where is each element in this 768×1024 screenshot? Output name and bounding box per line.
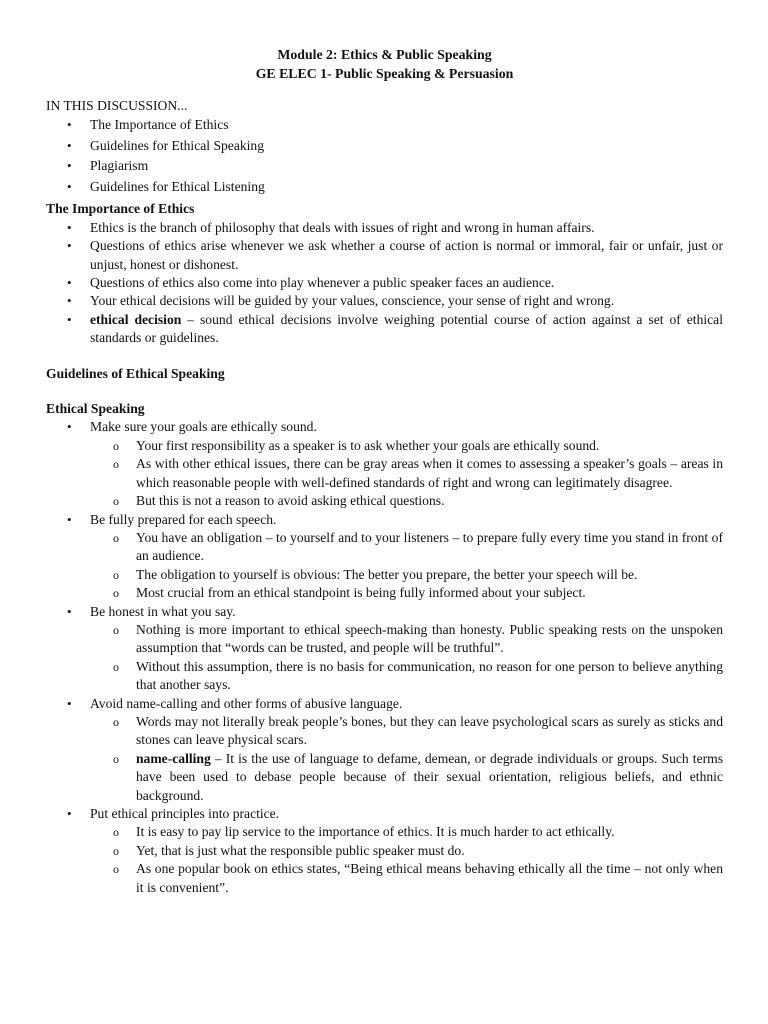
importance-list [46,219,723,348]
guideline-label: Avoid name-calling and other forms of abusive language. [90,695,403,711]
topic-item: • Guidelines for Ethical Speaking [46,136,723,157]
guideline-label: Be fully prepared for each speech. [90,511,277,527]
sub-item: o Words may not literally break people’s bones, but they can leave psychological scars as surely as sticks and stones can leave physical scars. [90,713,723,750]
guideline-practice [46,805,723,897]
discussion-intro: IN THIS DISCUSSION... [46,98,188,113]
name-calling-item [90,750,723,805]
goals-sublist [46,437,723,511]
sub-item: o You have an obligation – to yourself and to your listeners – to prepare fully every time you stand in front of an audience. [90,529,723,566]
topic-item: • The Importance of Ethics [46,115,723,136]
guideline-goals [46,418,723,510]
sub-item: o As one popular book on ethics states, “Being ethical means behaving ethically all the time – not only when it is convenient”. [90,860,723,897]
importance-item: • Questions of ethics also come into play whenever a public speaker faces an audience. [46,274,723,292]
name-calling-term: name-calling [136,750,211,766]
guideline-label: Put ethical principles into practice. [90,806,280,821]
guideline-prepared [46,511,723,603]
sub-item: o It is easy to pay lip service to the importance of ethics. It is much harder to act ethically. [90,823,723,841]
guideline-label: Make sure your goals are ethically sound. [90,419,317,435]
ethical-decision-item [46,311,723,348]
name-calling-text: – It is the use of language to defame, demean, or degrade individuals or groups. Such terms have been used to debase people because of their sexual orientation, religious beliefs, and ethnic background. [136,750,723,803]
importance-item: • Ethics is the branch of philosophy that deals with issues of right and wrong in human affairs. [46,219,723,237]
sub-item: o Yet, that is just what the responsible public speaker must do. [90,842,723,860]
honest-sublist [46,621,723,695]
course-title: GE ELEC 1- Public Speaking & Persuasion [255,65,514,81]
sub-item: o As with other ethical issues, there can be gray areas when it comes to assessing a speaker’s goals – areas in which reasonable people with well-defined standards of right and wrong can legitimately disagree. [90,455,723,492]
ethical-decision-text: – sound ethical decisions involve weighing potential course of action against a set of ethical standards or guidelines. [90,311,723,346]
sub-item: o Your first responsibility as a speaker is to ask whether your goals are ethically sound. [90,437,723,455]
importance-item: • Your ethical decisions will be guided by your values, conscience, your sense of right and wrong. [46,292,723,310]
topic-list [46,115,723,197]
document-page [46,46,723,897]
importance-heading: The Importance of Ethics [46,201,195,217]
topic-item: • Guidelines for Ethical Listening [46,177,723,198]
importance-item: • Questions of ethics arise whenever we ask whether a course of action is normal or immoral, fair or unfair, just or unjust, honest or dishonest. [46,237,723,274]
guideline-honest [46,603,723,695]
practice-sublist [46,823,723,897]
guideline-label: Be honest in what you say. [90,603,236,619]
module-title: Module 2: Ethics & Public Speaking [277,47,492,62]
sub-item: o But this is not a reason to avoid asking ethical questions. [90,492,723,510]
sub-item: o Nothing is more important to ethical speech-making than honesty. Public speaking rests on the unspoken assumption that “words can be trusted, and people will be truthful”. [90,621,723,658]
topic-item: • Plagiarism [46,156,723,177]
sub-item: o Most crucial from an ethical standpoint is being fully informed about your subject. [90,584,723,602]
guidelines-heading: Guidelines of Ethical Speaking [46,365,225,381]
sub-item: o The obligation to yourself is obvious: The better you prepare, the better your speech will be. [90,566,723,584]
namecalling-sublist [46,713,723,805]
prepared-sublist [46,529,723,603]
ethical-speaking-heading: Ethical Speaking [46,401,145,417]
ethical-speaking-list [46,418,723,897]
guideline-namecalling [46,695,723,805]
ethical-decision-term: ethical decision [90,311,182,327]
sub-item: o Without this assumption, there is no basis for communication, no reason for one person to believe anything that another says. [90,658,723,695]
